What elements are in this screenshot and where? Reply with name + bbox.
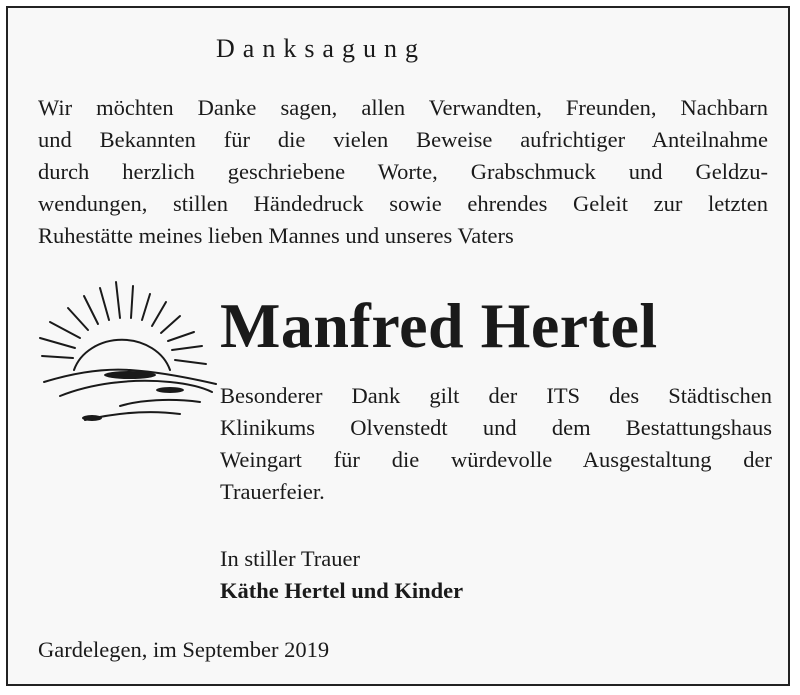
mourning-phrase: In stiller Trauer — [220, 546, 360, 571]
deceased-name: Manfred Hertel — [220, 290, 658, 361]
thanks-line: Weingart für die würdevolle Ausgestaltung der — [220, 447, 772, 472]
intro-paragraph — [38, 92, 768, 252]
obituary-notice — [6, 6, 790, 686]
intro-line: durch herzlich geschriebene Worte, Grabschmuck und Geldzu- — [38, 159, 768, 184]
special-thanks-paragraph — [220, 380, 772, 508]
thanks-line: Trauerfeier. — [220, 479, 325, 504]
heading: Danksagung — [216, 34, 426, 63]
intro-line: Wir möchten Danke sagen, allen Verwandten, Freunden, Nachbarn — [38, 95, 768, 120]
sunset-over-hills-icon — [30, 278, 220, 428]
place-date: Gardelegen, im September 2019 — [38, 637, 330, 662]
thanks-line: Besonderer Dank gilt der ITS des Städtischen — [220, 383, 772, 408]
intro-line: und Bekannten für die vielen Beweise aufrichtiger Anteilnahme — [38, 127, 768, 152]
intro-line: wendungen, stillen Händedruck sowie ehrendes Geleit zur letzten — [38, 191, 768, 216]
thanks-line: Klinikums Olvenstedt und dem Bestattungshaus — [220, 415, 772, 440]
intro-line: Ruhestätte meines lieben Mannes und unseres Vaters — [38, 223, 514, 248]
family-signature: Käthe Hertel und Kinder — [220, 578, 464, 603]
